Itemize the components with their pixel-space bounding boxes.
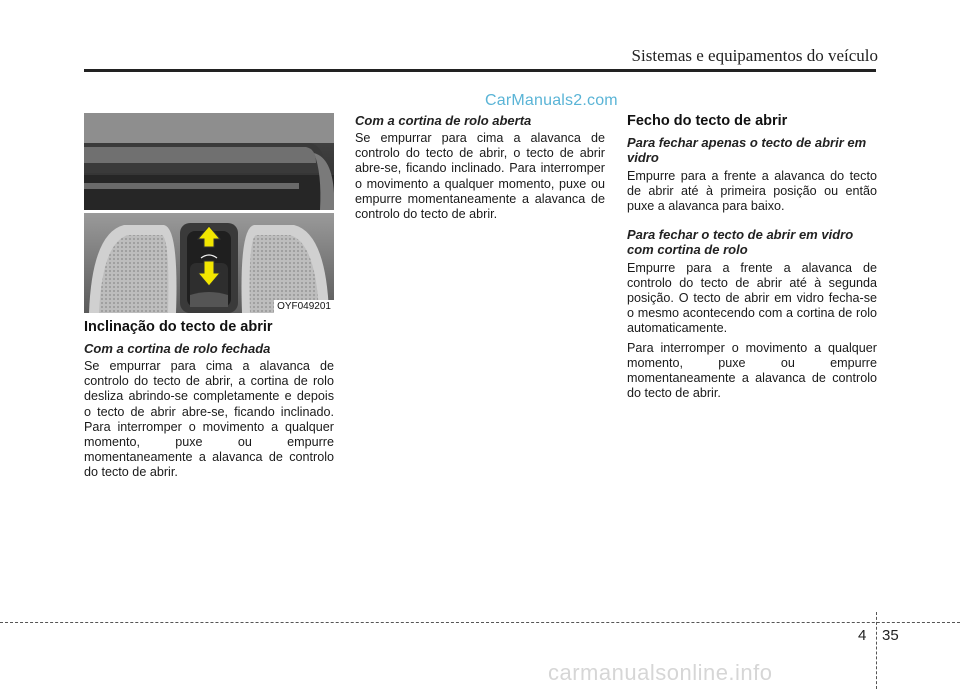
heading-close: Fecho do tecto de abrir [627,113,788,129]
paragraph-close-glass: Empurre para a frente a alavanca do tecto de abrir até à primeira posição ou então puxe a alavanca para baixo. [627,169,877,214]
header-rule [84,69,876,72]
subheading-close-glass: Para fechar apenas o tecto de abrir em vidro [627,135,867,165]
column-2 [355,113,605,222]
footer-divider [876,612,877,689]
paragraph-close-with-blind: Empurre para a frente a alavanca de controlo do tecto de abrir até à segunda posição. O tecto de abrir em vidro fecha-se o mesmo acontecendo com a cortina de rolo automaticamente. [627,260,877,336]
column-1 [84,113,334,481]
subheading-blind-open: Com a cortina de rolo aberta [355,113,532,128]
sunroof-illustration [84,113,334,313]
sunroof-control-figure [84,113,334,313]
page-number: 35 [882,627,899,644]
footer-rule [0,622,960,623]
column-3 [627,113,877,401]
section-header-title: Sistemas e equipamentos do veículo [631,46,878,65]
paragraph-interrupt: Para interromper o movimento a qualquer momento, puxe ou empurre momentaneamente a alavanca de controlo do tecto de abrir. [627,340,877,401]
subheading-close-with-blind: Para fechar o tecto de abrir em vidro com cortina de rolo [627,226,854,257]
chapter-number: 4 [858,627,867,644]
paragraph-tilt-closed: Se empurrar para cima a alavanca de controlo do tecto de abrir, a cortina de rolo desliza abrindo-se completamente e depois o tecto de abrir abre-se, ficando inclinado. Para interromper o movimento a qualquer momento, puxe ou empurre momentaneamente a alavanca de controlo do tecto de abrir. [84,359,334,480]
paragraph-tilt-open: Se empurrar para cima a alavanca de controlo do tecto de abrir, o tecto de abrir abre-se, ficando inclinado. Para interromper o movimento a qualquer momento, puxe ou empurre momentaneamente a alavanca de controlo do tecto de abrir. [355,131,605,222]
heading-tilt: Inclinação do tecto de abrir [84,319,273,335]
site-watermark: carmanualsonline.info [548,660,773,685]
watermark-text: CarManuals2.com [485,92,618,109]
figure-code: OYF049201 [274,300,334,313]
subheading-blind-closed: Com a cortina de rolo fechada [84,341,271,356]
